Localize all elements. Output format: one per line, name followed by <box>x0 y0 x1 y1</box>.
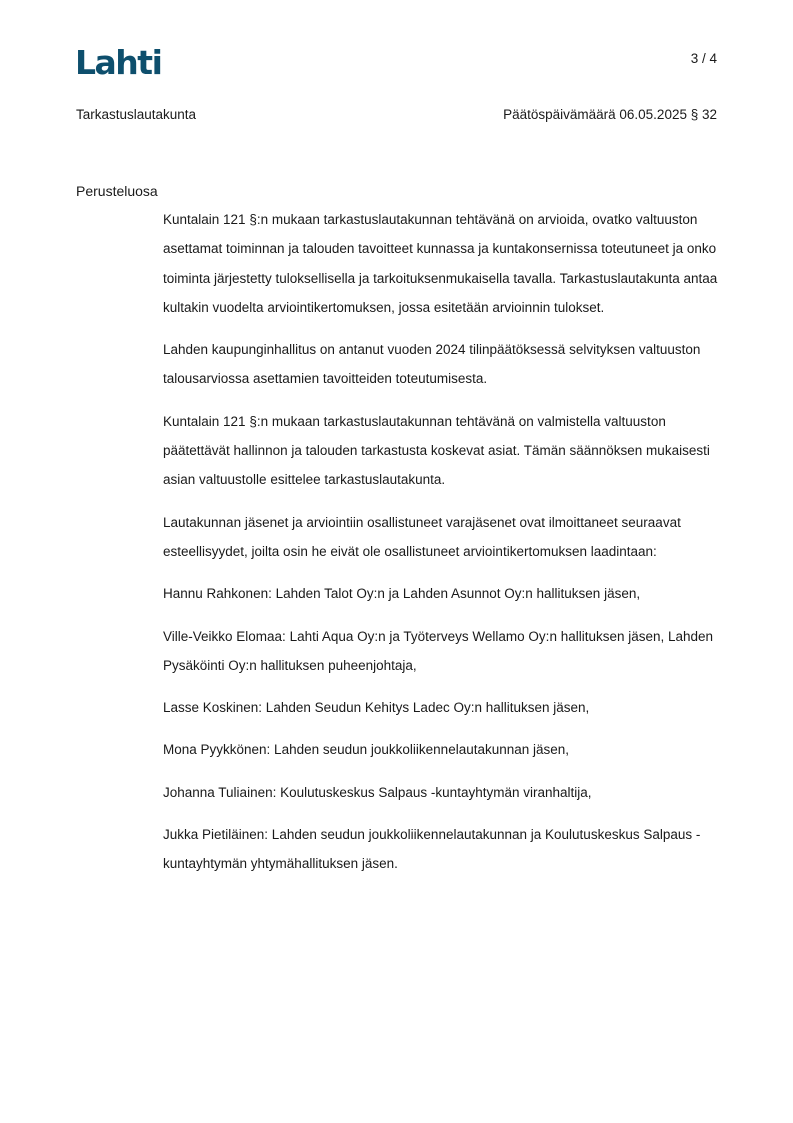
disqualification-item: Ville-Veikko Elomaa: Lahti Aqua Oy:n ja Työterveys Wellamo Oy:n hallituksen jäsen, Lahden Pysäköinti Oy:n hallituksen puheenjohtaja, <box>163 628 714 673</box>
disqualification-item: Lasse Koskinen: Lahden Seudun Kehitys Ladec Oy:n hallituksen jäsen, <box>163 700 590 716</box>
disqualification-item: Hannu Rahkonen: Lahden Talot Oy:n ja Lahden Asunnot Oy:n hallituksen jäsen, <box>163 586 641 602</box>
decision-date: Päätöspäivämäärä 06.05.2025 § 32 <box>503 107 717 122</box>
section-body <box>163 205 721 892</box>
disqualification-item: Jukka Pietiläinen: Lahden seudun joukkoliikennelautakunnan ja Koulutuskeskus Salpaus -kuntayhtymän yhtymähallituksen jäsen. <box>163 827 701 872</box>
section-heading: Perusteluosa <box>76 183 158 199</box>
paragraph: Lautakunnan jäsenet ja arviointiin osallistuneet varajäsenet ovat ilmoittaneet seuraavat esteellisyydet, joilta osin he eivät ole osallistuneet arviointikertomuksen laadintaan: <box>163 514 681 559</box>
disqualification-item: Johanna Tuliainen: Koulutuskeskus Salpaus -kuntayhtymän viranhaltija, <box>163 784 592 800</box>
disqualification-item: Mona Pyykkönen: Lahden seudun joukkoliikennelautakunnan jäsen, <box>163 742 570 758</box>
page-number: 3 / 4 <box>690 51 717 66</box>
lahti-logo: Lahti <box>75 43 162 82</box>
organization-name: Tarkastuslautakunta <box>76 107 197 122</box>
paragraph: Kuntalain 121 §:n mukaan tarkastuslautakunnan tehtävänä on valmistella valtuuston päätettävät hallinnon ja talouden tarkastusta koskevat asiat. Tämän säännöksen mukaisesti asian valtuustolle esittelee tarkastuslautakunta. <box>163 413 710 488</box>
paragraph: Lahden kaupunginhallitus on antanut vuoden 2024 tilinpäätöksessä selvityksen valtuuston talousarviossa asettamien tavoitteiden toteutumisesta. <box>163 342 701 387</box>
paragraph: Kuntalain 121 §:n mukaan tarkastuslautakunnan tehtävänä on arvioida, ovatko valtuuston asettamat toiminnan ja talouden tavoitteet kunnassa ja kuntakonsernissa toteutuneet ja onko toiminta järjestetty tuloksellisella ja tarkoituksenmukaisella tavalla. Tarkastuslautakunta antaa kultakin vuodelta arviointikertomuksen, jossa esitetään arvioinnin tulokset. <box>163 212 718 315</box>
